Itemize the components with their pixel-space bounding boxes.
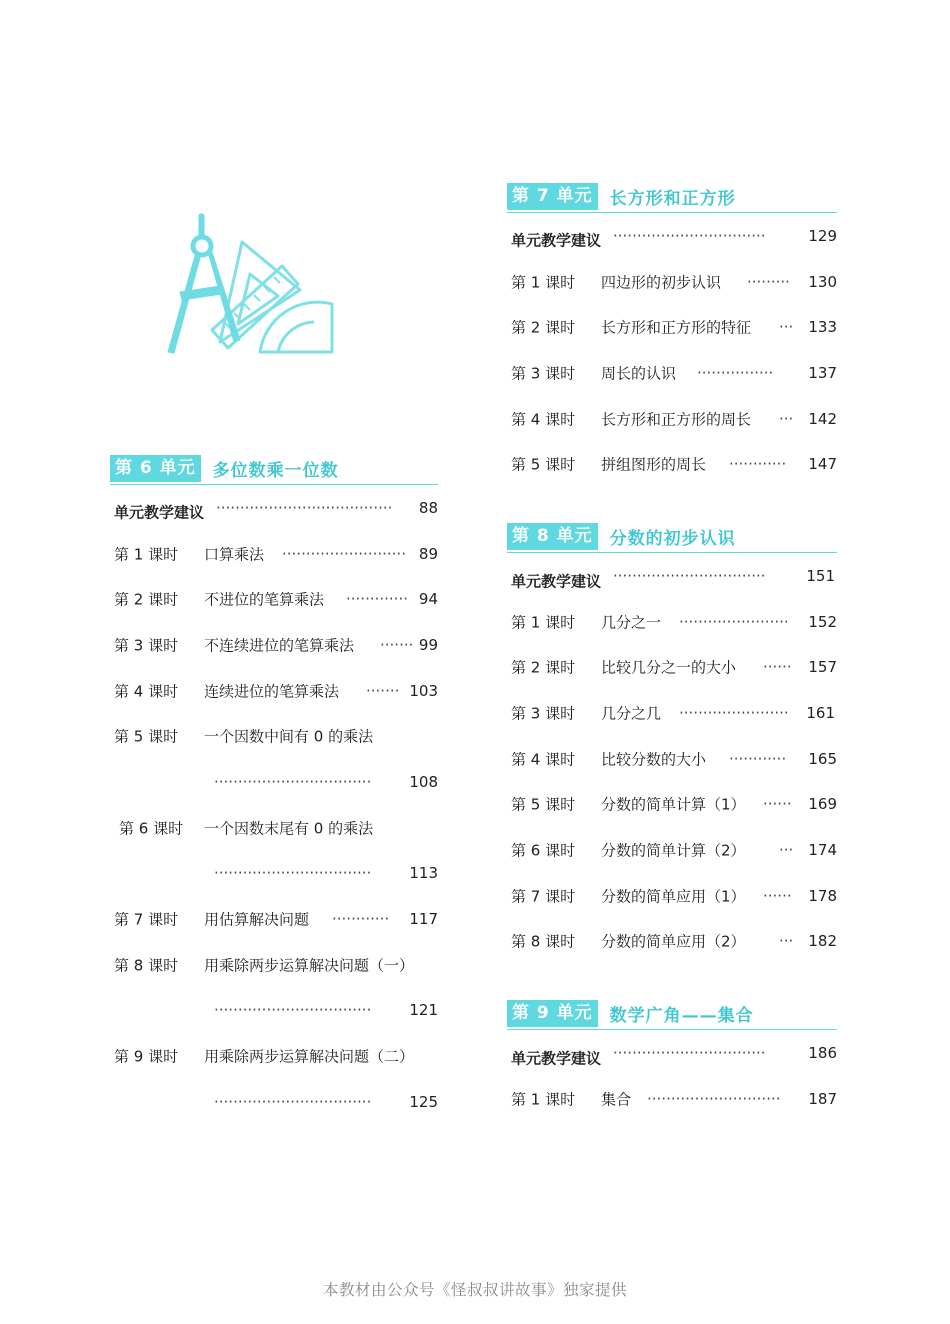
lesson-title: 分数的简单计算（2） xyxy=(601,841,746,860)
unit-badge: 第 7 单元 xyxy=(507,183,598,210)
toc-entry-suggestion[interactable] xyxy=(507,553,837,599)
unit-6-section xyxy=(110,452,438,1125)
dot-leader: ············ xyxy=(729,455,787,474)
page-number: 152 xyxy=(808,612,837,631)
page-number: 133 xyxy=(808,318,837,337)
lesson-title: 分数的简单计算（1） xyxy=(601,795,746,814)
lesson-title: 拼组图形的周长 xyxy=(601,455,707,474)
lesson-number: 第 4 课时 xyxy=(511,750,576,769)
toc-entry[interactable] xyxy=(507,396,837,442)
page-number: 129 xyxy=(808,226,837,245)
lesson-number: 第 3 课时 xyxy=(511,704,576,723)
lesson-title: 四边形的初步认识 xyxy=(601,273,722,292)
lesson-number: 第 2 课时 xyxy=(114,590,179,609)
page-number: 103 xyxy=(409,681,438,700)
unit-6-header xyxy=(110,452,438,485)
lesson-number: 第 2 课时 xyxy=(511,318,576,337)
lesson-number: 第 8 课时 xyxy=(114,956,179,975)
toc-entry[interactable] xyxy=(507,873,837,919)
dot-leader: ······· xyxy=(366,681,400,700)
toc-entry[interactable] xyxy=(507,645,837,691)
dot-leader: ································ xyxy=(613,226,766,245)
toc-entry[interactable] xyxy=(507,690,837,736)
toc-entry-suggestion[interactable] xyxy=(507,213,837,259)
page-number: 125 xyxy=(409,1092,438,1111)
unit-9-section xyxy=(507,997,837,1121)
page-number: 108 xyxy=(409,772,438,791)
page-number: 147 xyxy=(808,455,837,474)
dot-leader: ············· xyxy=(346,590,408,609)
lesson-title: 一个因数中间有 0 的乘法 xyxy=(204,727,374,746)
unit-8-header xyxy=(507,520,837,553)
page-number: 130 xyxy=(808,272,837,291)
lesson-title: 比较几分之一的大小 xyxy=(601,658,737,677)
toc-entry-continuation[interactable] xyxy=(110,851,438,897)
dot-leader: ······ xyxy=(763,658,792,677)
dot-leader: ············ xyxy=(332,910,390,929)
toc-entry[interactable] xyxy=(110,531,438,577)
dot-leader: ······ xyxy=(763,886,792,905)
lesson-number: 第 3 课时 xyxy=(511,364,576,383)
lesson-title: 长方形和正方形的周长 xyxy=(601,410,752,429)
unit-badge: 第 6 单元 xyxy=(110,455,201,482)
lesson-title: 几分之几 xyxy=(601,704,662,723)
toc-entry[interactable] xyxy=(110,805,438,851)
page-number: 142 xyxy=(808,409,837,428)
lesson-number: 第 8 课时 xyxy=(511,932,576,951)
lesson-title: 分数的简单应用（1） xyxy=(601,887,746,906)
toc-entry[interactable] xyxy=(507,304,837,350)
dot-leader: ······················· xyxy=(679,612,789,631)
toc-entry[interactable] xyxy=(110,668,438,714)
right-column xyxy=(507,180,837,1122)
toc-entry-continuation[interactable] xyxy=(110,1079,438,1125)
unit-7-section xyxy=(507,180,837,487)
page-number: 89 xyxy=(418,544,438,563)
page-number: 174 xyxy=(808,841,837,860)
dot-leader: ················ xyxy=(697,363,774,382)
lesson-title: 不进位的笔算乘法 xyxy=(204,590,325,609)
unit-badge: 第 9 单元 xyxy=(507,1000,598,1027)
toc-entry-continuation[interactable] xyxy=(110,759,438,805)
lesson-number: 第 3 课时 xyxy=(114,636,179,655)
page-number: 187 xyxy=(808,1089,837,1108)
page-number: 117 xyxy=(409,910,438,929)
unit-title: 多位数乘一位数 xyxy=(212,460,339,481)
lesson-number: 第 5 课时 xyxy=(511,795,576,814)
entry-label: 单元教学建议 xyxy=(511,231,602,250)
lesson-number: 第 7 课时 xyxy=(114,910,179,929)
entry-label: 单元教学建议 xyxy=(114,503,205,522)
toc-entry[interactable] xyxy=(507,736,837,782)
toc-entry[interactable] xyxy=(507,441,837,487)
unit-7-header xyxy=(507,180,837,213)
footer-credit: 本教材由公众号《怪叔叔讲故事》独家提供 xyxy=(322,1281,627,1299)
dot-leader: ································· xyxy=(214,864,372,883)
page-number: 178 xyxy=(808,886,837,905)
toc-entry[interactable] xyxy=(507,827,837,873)
page-number: 165 xyxy=(808,749,837,768)
lesson-number: 第 1 课时 xyxy=(114,545,179,564)
lesson-title: 用乘除两步运算解决问题（二） xyxy=(204,1047,415,1066)
toc-entry[interactable] xyxy=(507,919,837,965)
lesson-number: 第 1 课时 xyxy=(511,273,576,292)
page-number: 137 xyxy=(808,363,837,382)
toc-entry[interactable] xyxy=(110,942,438,988)
dot-leader: ········· xyxy=(747,272,790,291)
page-number: 99 xyxy=(418,635,438,654)
dot-leader: ································· xyxy=(214,1092,372,1111)
dot-leader: ····································· xyxy=(216,498,393,517)
unit-title: 数学广角——集合 xyxy=(609,1005,754,1026)
lesson-title: 比较分数的大小 xyxy=(601,750,707,769)
lesson-title: 长方形和正方形的特征 xyxy=(601,318,752,337)
dot-leader: ······ xyxy=(763,795,792,814)
page-number: 113 xyxy=(409,864,438,883)
lesson-title: 不连续进位的笔算乘法 xyxy=(204,636,355,655)
lesson-title: 用乘除两步运算解决问题（一） xyxy=(204,956,415,975)
dot-leader: ································· xyxy=(214,772,372,791)
toc-entry[interactable] xyxy=(507,259,837,305)
page-number: 169 xyxy=(808,795,837,814)
lesson-number: 第 7 课时 xyxy=(511,887,576,906)
lesson-number: 第 6 课时 xyxy=(119,819,184,838)
lesson-number: 第 6 课时 xyxy=(511,841,576,860)
dot-leader: ································· xyxy=(214,1001,372,1020)
lesson-number: 第 1 课时 xyxy=(511,1090,576,1109)
lesson-title: 分数的简单应用（2） xyxy=(601,932,746,951)
toc-entry[interactable] xyxy=(110,896,438,942)
dot-leader: ······················· xyxy=(679,704,789,723)
lesson-title: 周长的认识 xyxy=(601,364,677,383)
toc-entry[interactable] xyxy=(507,599,837,645)
unit-title: 分数的初步认识 xyxy=(609,528,736,549)
dot-leader: ································ xyxy=(613,1044,766,1063)
toc-entry-continuation[interactable] xyxy=(110,988,438,1034)
dot-leader: ······· xyxy=(380,635,414,654)
page-number: 186 xyxy=(808,1044,837,1063)
toc-entry-suggestion[interactable] xyxy=(110,485,438,531)
unit-9-header xyxy=(507,997,837,1030)
toc-entry-suggestion[interactable] xyxy=(507,1030,837,1076)
toc-entry[interactable] xyxy=(507,350,837,396)
page-number: 182 xyxy=(808,932,837,951)
lesson-number: 第 4 课时 xyxy=(114,682,179,701)
page-number: 161 xyxy=(806,704,835,723)
unit-title: 长方形和正方形 xyxy=(609,188,736,209)
toc-entry[interactable] xyxy=(110,622,438,668)
entry-label: 单元教学建议 xyxy=(511,1049,602,1068)
lesson-number: 第 5 课时 xyxy=(511,455,576,474)
lesson-title: 用估算解决问题 xyxy=(204,910,310,929)
page-number: 121 xyxy=(409,1001,438,1020)
dot-leader: ································ xyxy=(613,566,766,585)
lesson-title: 连续进位的笔算乘法 xyxy=(204,682,340,701)
unit-8-section xyxy=(507,520,837,964)
lesson-title: 口算乘法 xyxy=(204,545,265,564)
lesson-number: 第 4 课时 xyxy=(511,410,576,429)
dot-leader: ············ xyxy=(729,749,787,768)
lesson-number: 第 5 课时 xyxy=(114,727,179,746)
page-number: 157 xyxy=(808,658,837,677)
toc-entry[interactable] xyxy=(507,1076,837,1122)
lesson-title: 一个因数末尾有 0 的乘法 xyxy=(204,819,374,838)
lesson-number: 第 9 课时 xyxy=(114,1047,179,1066)
unit-badge: 第 8 单元 xyxy=(507,523,598,550)
dot-leader: ·························· xyxy=(282,544,406,563)
dot-leader: ···························· xyxy=(647,1089,781,1108)
dot-leader: ··· xyxy=(779,932,794,951)
lesson-title: 几分之一 xyxy=(601,613,662,632)
toc-entry[interactable] xyxy=(507,782,837,828)
lesson-number: 第 2 课时 xyxy=(511,658,576,677)
dot-leader: ··· xyxy=(779,409,794,428)
dot-leader: ··· xyxy=(779,841,794,860)
page-number: 94 xyxy=(418,590,438,609)
compass-ruler-protractor-icon xyxy=(160,212,340,362)
page-number: 151 xyxy=(806,566,835,585)
lesson-title: 集合 xyxy=(601,1090,632,1109)
entry-label: 单元教学建议 xyxy=(511,572,602,591)
toc-entry[interactable] xyxy=(110,576,438,622)
lesson-number: 第 1 课时 xyxy=(511,613,576,632)
toc-entry[interactable] xyxy=(110,713,438,759)
dot-leader: ··· xyxy=(779,318,794,337)
toc-entry[interactable] xyxy=(110,1033,438,1079)
page-number: 88 xyxy=(418,498,438,517)
